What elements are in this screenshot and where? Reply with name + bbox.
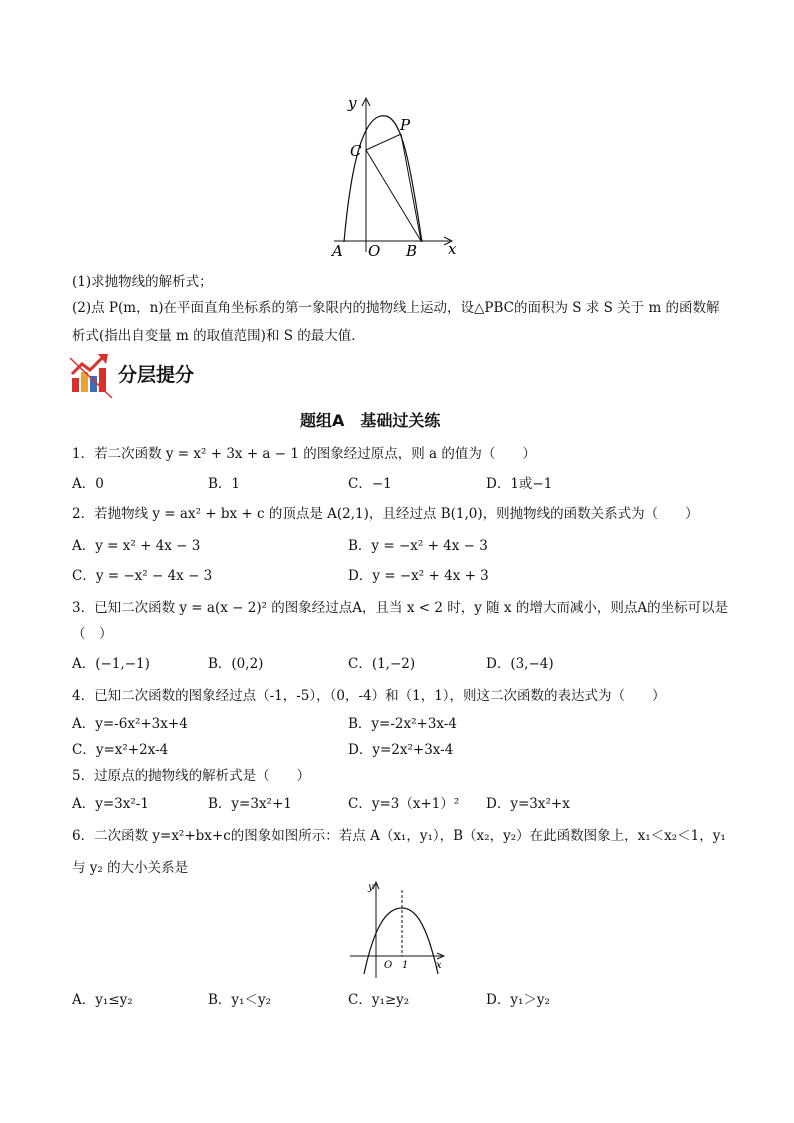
question-3-option-a[interactable]: A．(−1,−1): [72, 656, 150, 672]
label-y: y: [348, 94, 357, 112]
question-4-option-d[interactable]: D．y=2x²+3x-4: [348, 742, 454, 758]
question-4-option-c[interactable]: C．y=x²+2x-4: [72, 742, 169, 758]
small-parabola: [364, 908, 438, 974]
question-1-option-a[interactable]: A．0: [72, 476, 104, 492]
label-C: C: [350, 142, 362, 160]
parabola-small-figure: [346, 878, 450, 982]
question-2-option-b[interactable]: B．y = −x² + 4x − 3: [348, 538, 488, 554]
question-2-stem: 2．若抛物线 y = ax² + bx + c 的顶点是 A(2,1)，且经过点 B(1,0)，则抛物线的函数关系式为（ ）: [72, 506, 699, 522]
question-2-option-a[interactable]: A．y = x² + 4x − 3: [72, 538, 201, 554]
question-4-option-b[interactable]: B．y=-2x²+3x-4: [348, 716, 457, 732]
question-3-option-c[interactable]: C．(1,−2): [348, 656, 416, 672]
chart-growth-icon: [68, 352, 114, 400]
question-1-stem: 1．若二次函数 y = x² + 3x + a − 1 的图象经过原点，则 a 的值为（ ）: [72, 446, 536, 462]
question-6-option-c[interactable]: C．y₁≥y₂: [348, 992, 410, 1008]
label-P: P: [400, 116, 411, 134]
question-1-option-d[interactable]: D．1或−1: [486, 476, 553, 492]
intro-part2-line1: (2)点 P(m，n)在平面直角坐标系的第一象限内的抛物线上运动，设△PBC的面积为 S 求 S 关于 m 的函数解: [72, 300, 720, 316]
intro-part1: (1)求抛物线的解析式；: [72, 274, 213, 290]
small-label-y: y: [368, 882, 374, 893]
question-4-stem: 4．已知二次函数的图象经过点（-1，-5），（0，-4）和（1，1），则这二次函数的表达式为（ ）: [72, 688, 666, 704]
question-3-stem: 3．已知二次函数 y = a(x − 2)² 的图象经过点A，且当 x < 2 时，y 随 x 的增大而减小，则点A的坐标可以是: [72, 600, 729, 616]
question-6-stem: 6．二次函数 y=x²+bx+c的图象如图所示：若点 A（x₁，y₁），B（x₂，y₂）在此函数图象上，x₁＜x₂＜1，y₁: [72, 828, 726, 844]
question-5-option-b[interactable]: B．y=3x²+1: [208, 796, 292, 812]
question-5-option-d[interactable]: D．y=3x²+x: [486, 796, 570, 812]
label-B: B: [406, 242, 418, 260]
question-1-option-c[interactable]: C．−1: [348, 476, 392, 492]
question-4-option-a[interactable]: A．y=-6x²+3x+4: [72, 716, 188, 732]
segment-CP: [366, 134, 401, 150]
question-1-option-b[interactable]: B．1: [208, 476, 241, 492]
section-title: 分层提分: [118, 364, 195, 386]
label-x: x: [448, 240, 457, 258]
question-3-stem-cont: （ ）: [72, 626, 113, 642]
question-2-option-c[interactable]: C．y = −x² − 4x − 3: [72, 568, 213, 584]
small-label-one: 1: [402, 960, 409, 971]
question-5-option-a[interactable]: A．y=3x²-1: [72, 796, 149, 812]
question-6-option-d[interactable]: D．y₁＞y₂: [486, 992, 550, 1008]
question-6-stem-cont: 与 y₂ 的大小关系是: [72, 860, 189, 876]
question-3-option-b[interactable]: B．(0,2): [208, 656, 264, 672]
group-title: 题组A 基础过关练: [300, 411, 441, 430]
label-O: O: [368, 242, 381, 260]
small-label-O: O: [384, 960, 393, 971]
question-5-stem: 5．过原点的抛物线的解析式是（ ）: [72, 768, 311, 784]
question-6-option-b[interactable]: B．y₁＜y₂: [208, 992, 271, 1008]
question-5-option-c[interactable]: C．y=3（x+1）²: [348, 796, 460, 812]
question-2-option-d[interactable]: D．y = −x² + 4x + 3: [348, 568, 489, 584]
label-A: A: [332, 242, 343, 260]
small-label-x: x: [436, 960, 442, 971]
question-6-option-a[interactable]: A．y₁≤y₂: [72, 992, 133, 1008]
intro-part2-line2: 析式(指出自变量 m 的取值范围)和 S 的最大值．: [72, 328, 365, 344]
parabola-triangle-figure: [328, 92, 468, 262]
question-3-option-d[interactable]: D．(3,−4): [486, 656, 554, 672]
